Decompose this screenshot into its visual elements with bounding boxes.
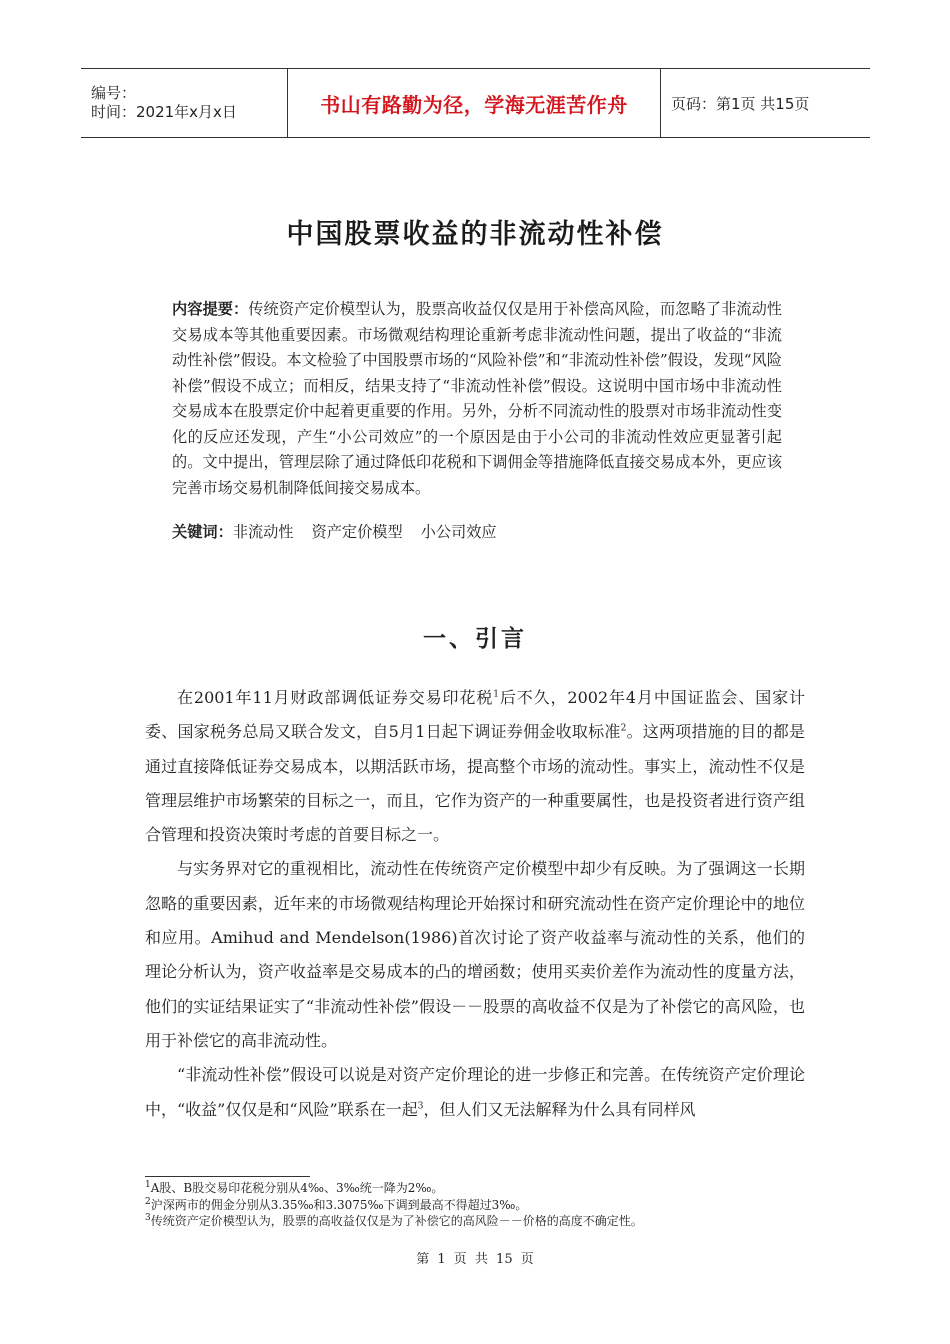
paragraph-text: 。这两项措施的目的都是通过直接降低证券交易成本，以期活跃市场，提高整个市场的流动性。事实上，流动性不仅是管理层维护市场繁荣的目标之一，而且，它作为资产的一种重要属性，也是投资者进行资产组合管理和投资决策时考虑的首要目标之一。 [145, 722, 805, 845]
footnote [145, 1197, 825, 1214]
footnote-text: 传统资产定价模型认为，股票的高收益仅仅是为了补偿它的高风险－－价格的高度不确定性。 [150, 1214, 643, 1228]
paragraph-text: ，但人们又无法解释为什么具有同样风 [423, 1099, 696, 1119]
footnote-text: 沪深两市的佣金分别从3.35‰和3.3075‰下调到最高不得超过3‰。 [150, 1197, 528, 1212]
abstract-text: 传统资产定价模型认为，股票高收益仅仅是用于补偿高风险，而忽略了非流动性交易成本等其他重要因素。市场微观结构理论重新考虑非流动性问题，提出了收益的“非流动性补偿”假设。本文检验了中国股票市场的“风险补偿”和“非流动性补偿”假设，发现“风险补偿”假设不成立；而相反，结果支持了“非流动性补偿”假设。这说明中国市场中非流动性交易成本在股票定价中起着更重要的作用。另外，分析不同流动性的股票对市场非流动性变化的反应还发现，产生“小公司效应”的一个原因是由于小公司的非流动性效应更显著引起的。文中提出，管理层除了通过降低印花税和下调佣金等措施降低直接交易成本外，更应该完善市场交易机制降低间接交易成本。 [172, 300, 783, 497]
time-label: 时间：2021年x月x日 [91, 103, 237, 121]
motto: 书山有路勤为径，学海无涯苦作舟 [320, 92, 628, 117]
keyword: 非流动性 [232, 523, 294, 541]
page-code: 页码：第1页 共15页 [671, 94, 810, 113]
paragraph [145, 852, 805, 1058]
footnote-ref: 1 [493, 689, 499, 700]
section-heading: 一、引言 [423, 626, 527, 652]
paragraph [145, 681, 805, 852]
document-header [81, 68, 870, 138]
footnote-divider [145, 1176, 310, 1177]
paragraph-text: 在2001年11月财政部调低证券交易印花税 [177, 688, 494, 707]
footnote-ref: 2 [620, 723, 627, 734]
paragraph-text: “非流动性补偿”假设可以说是对资产定价理论的进一步修正和完善。在传统资产定价理论中，“收益”仅仅是和“风险”联系在一起 [145, 1065, 805, 1119]
keywords-label: 关键词： [172, 523, 233, 541]
footnote-number: 3 [145, 1213, 151, 1223]
footnote-number: 1 [145, 1180, 151, 1190]
keyword: 资产定价模型 [311, 523, 403, 541]
abstract-label: 内容提要： [172, 300, 249, 318]
keywords [172, 520, 515, 545]
footnote-number: 2 [145, 1196, 151, 1207]
footnote-text: A股、B股交易印花税分别从4‰、3‰统一降为2‰。 [150, 1181, 444, 1195]
paragraph [145, 1058, 805, 1127]
document-title: 中国股票收益的非流动性补偿 [286, 219, 664, 250]
keyword: 小公司效应 [420, 523, 497, 541]
paragraph-text: 与实务界对它的重视相比，流动性在传统资产定价模型中却少有反映。为了强调这一长期忽略的重要因素，近年来的市场微观结构理论开始探讨和研究流动性在资产定价理论中的地位和应用。Amihud and Mendelson(1986)首次讨论了资产收益率与流动性的关系，他们的理论分析认为，资产收益率是交易成本的凸的增函数；使用买卖价差作为流动性的度量方法，他们的实证结果证实了“非流动性补偿”假设－－股票的高收益不仅是为了补偿它的高风险，也用于补偿它的高非流动性。 [145, 859, 805, 1050]
footnotes [145, 1180, 825, 1230]
footnote [145, 1180, 825, 1197]
paragraph-text: 后不久，2002年4月中国证监会、国家计委、国家税务总局又联合发文，自5月1日起下调证券佣金收取标准 [145, 688, 805, 742]
page-footer: 第 1 页 共 15 页 [416, 1252, 534, 1267]
abstract [172, 297, 782, 501]
number-label: 编号： [91, 84, 137, 102]
header-meta [81, 69, 287, 137]
body-text [145, 681, 805, 1127]
header-motto-cell [287, 69, 661, 137]
footnote-ref: 3 [417, 1101, 424, 1112]
footnote [145, 1213, 825, 1230]
header-page-cell [661, 69, 809, 137]
